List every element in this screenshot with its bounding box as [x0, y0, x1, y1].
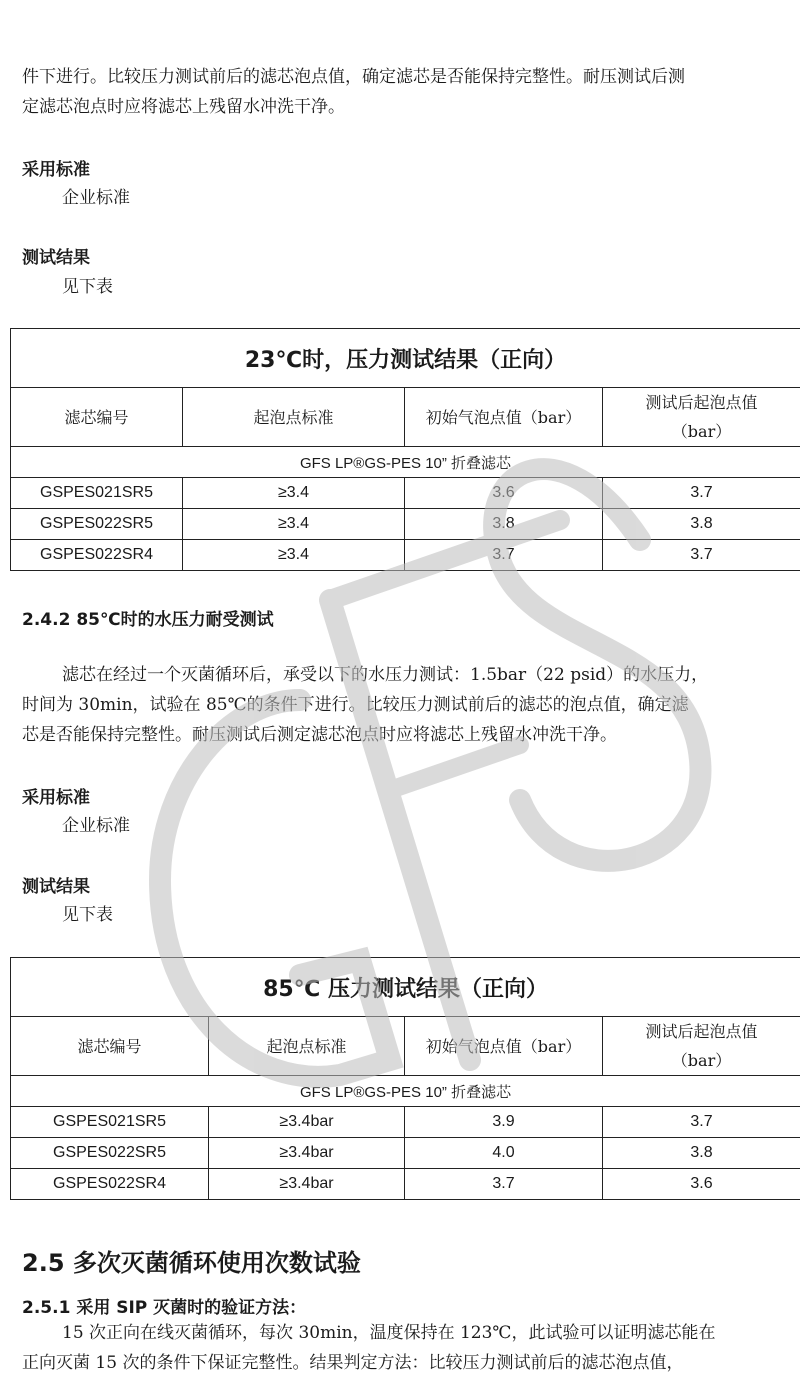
- col-header-standard: 起泡点标准: [209, 1017, 405, 1076]
- table-header-row: [11, 388, 800, 447]
- table-row: [11, 1138, 800, 1169]
- table-row: [11, 540, 800, 571]
- col-header-id: 滤芯编号: [11, 1017, 209, 1076]
- filter-group-label: GFS LP®GS-PES 10” 折叠滤芯: [11, 1076, 800, 1107]
- intro-line-2: 定滤芯泡点时应将滤芯上残留水冲洗干净。: [22, 97, 345, 117]
- col-header-initial: 初始气泡点值（bar）: [405, 1017, 603, 1076]
- section-251-heading: 2.5.1 采用 SIP 灭菌时的验证方法：: [22, 1298, 307, 1318]
- cell-after: 3.7: [603, 540, 800, 571]
- cell-standard: ≥3.4: [183, 478, 405, 509]
- result-heading: 测试结果: [22, 248, 90, 268]
- cell-filter-id: GSPES022SR4: [11, 540, 183, 571]
- table-group-row: [11, 447, 800, 478]
- col-header-standard: 起泡点标准: [183, 388, 405, 447]
- pressure-table-23c: [10, 328, 800, 571]
- table-title: 85℃ 压力测试结果（正向）: [11, 958, 800, 1017]
- section-242-line-3: 芯是否能保持完整性。耐压测试后测定滤芯泡点时应将滤芯上残留水冲洗干净。: [22, 725, 617, 745]
- result-heading: 测试结果: [22, 877, 90, 897]
- col-header-initial: 初始气泡点值（bar）: [405, 388, 603, 447]
- col-header-after-line2: （bar）: [671, 1051, 732, 1070]
- col-header-after: [603, 1017, 800, 1076]
- cell-after: 3.6: [603, 1169, 800, 1200]
- cell-filter-id: GSPES022SR4: [11, 1169, 209, 1200]
- standard-heading: 采用标准: [22, 160, 90, 180]
- table-header-row: [11, 1017, 800, 1076]
- section-242-heading: 2.4.2 85℃时的水压力耐受测试: [22, 610, 274, 630]
- cell-after: 3.7: [603, 478, 800, 509]
- cell-standard: ≥3.4: [183, 509, 405, 540]
- standard-value: 企业标准: [62, 816, 130, 836]
- result-value: 见下表: [62, 905, 113, 925]
- col-header-after-line1: 测试后起泡点值: [645, 393, 758, 412]
- col-header-after-line2: （bar）: [671, 422, 732, 441]
- cell-initial: 3.9: [405, 1107, 603, 1138]
- section-242-line-2: 时间为 30min，试验在 85℃的条件下进行。比较压力测试前后的滤芯的泡点值，确定滤: [22, 695, 689, 715]
- cell-standard: ≥3.4bar: [209, 1107, 405, 1138]
- cell-filter-id: GSPES021SR5: [11, 478, 183, 509]
- cell-filter-id: GSPES022SR5: [11, 509, 183, 540]
- cell-after: 3.8: [603, 509, 800, 540]
- result-value: 见下表: [62, 277, 113, 297]
- col-header-after: [603, 388, 800, 447]
- col-header-id: 滤芯编号: [11, 388, 183, 447]
- col-header-after-line1: 测试后起泡点值: [645, 1022, 758, 1041]
- cell-initial: 3.8: [405, 509, 603, 540]
- section-242-line-1: 滤芯在经过一个灭菌循环后，承受以下的水压力测试：1.5bar（22 psid）的水压力，: [62, 665, 709, 685]
- table-title: 23℃时，压力测试结果（正向）: [11, 329, 800, 388]
- table-row: [11, 478, 800, 509]
- cell-initial: 3.7: [405, 1169, 603, 1200]
- section-25-line-1: 15 次正向在线灭菌循环，每次 30min，温度保持在 123℃，此试验可以证明滤芯能在: [62, 1323, 716, 1343]
- table-group-row: [11, 1076, 800, 1107]
- standard-value: 企业标准: [62, 188, 130, 208]
- section-25-line-2: 正向灭菌 15 次的条件下保证完整性。结果判定方法：比较压力测试前后的滤芯泡点值，: [22, 1353, 684, 1373]
- cell-standard: ≥3.4bar: [209, 1169, 405, 1200]
- cell-after: 3.7: [603, 1107, 800, 1138]
- cell-filter-id: GSPES022SR5: [11, 1138, 209, 1169]
- table-title-row: [11, 958, 800, 1017]
- table-row: [11, 1107, 800, 1138]
- cell-after: 3.8: [603, 1138, 800, 1169]
- cell-standard: ≥3.4bar: [209, 1138, 405, 1169]
- intro-line-1: 件下进行。比较压力测试前后的滤芯泡点值，确定滤芯是否能保持完整性。耐压测试后测: [22, 67, 685, 87]
- table-title-row: [11, 329, 800, 388]
- cell-initial: 3.6: [405, 478, 603, 509]
- table-row: [11, 1169, 800, 1200]
- watermark-letter-f-mid: [390, 745, 520, 790]
- filter-group-label: GFS LP®GS-PES 10” 折叠滤芯: [11, 447, 800, 478]
- pressure-table-85c: [10, 957, 800, 1200]
- cell-filter-id: GSPES021SR5: [11, 1107, 209, 1138]
- cell-initial: 4.0: [405, 1138, 603, 1169]
- standard-heading: 采用标准: [22, 788, 90, 808]
- section-25-title: 2.5 多次灭菌循环使用次数试验: [22, 1249, 361, 1277]
- cell-initial: 3.7: [405, 540, 603, 571]
- cell-standard: ≥3.4: [183, 540, 405, 571]
- table-row: [11, 509, 800, 540]
